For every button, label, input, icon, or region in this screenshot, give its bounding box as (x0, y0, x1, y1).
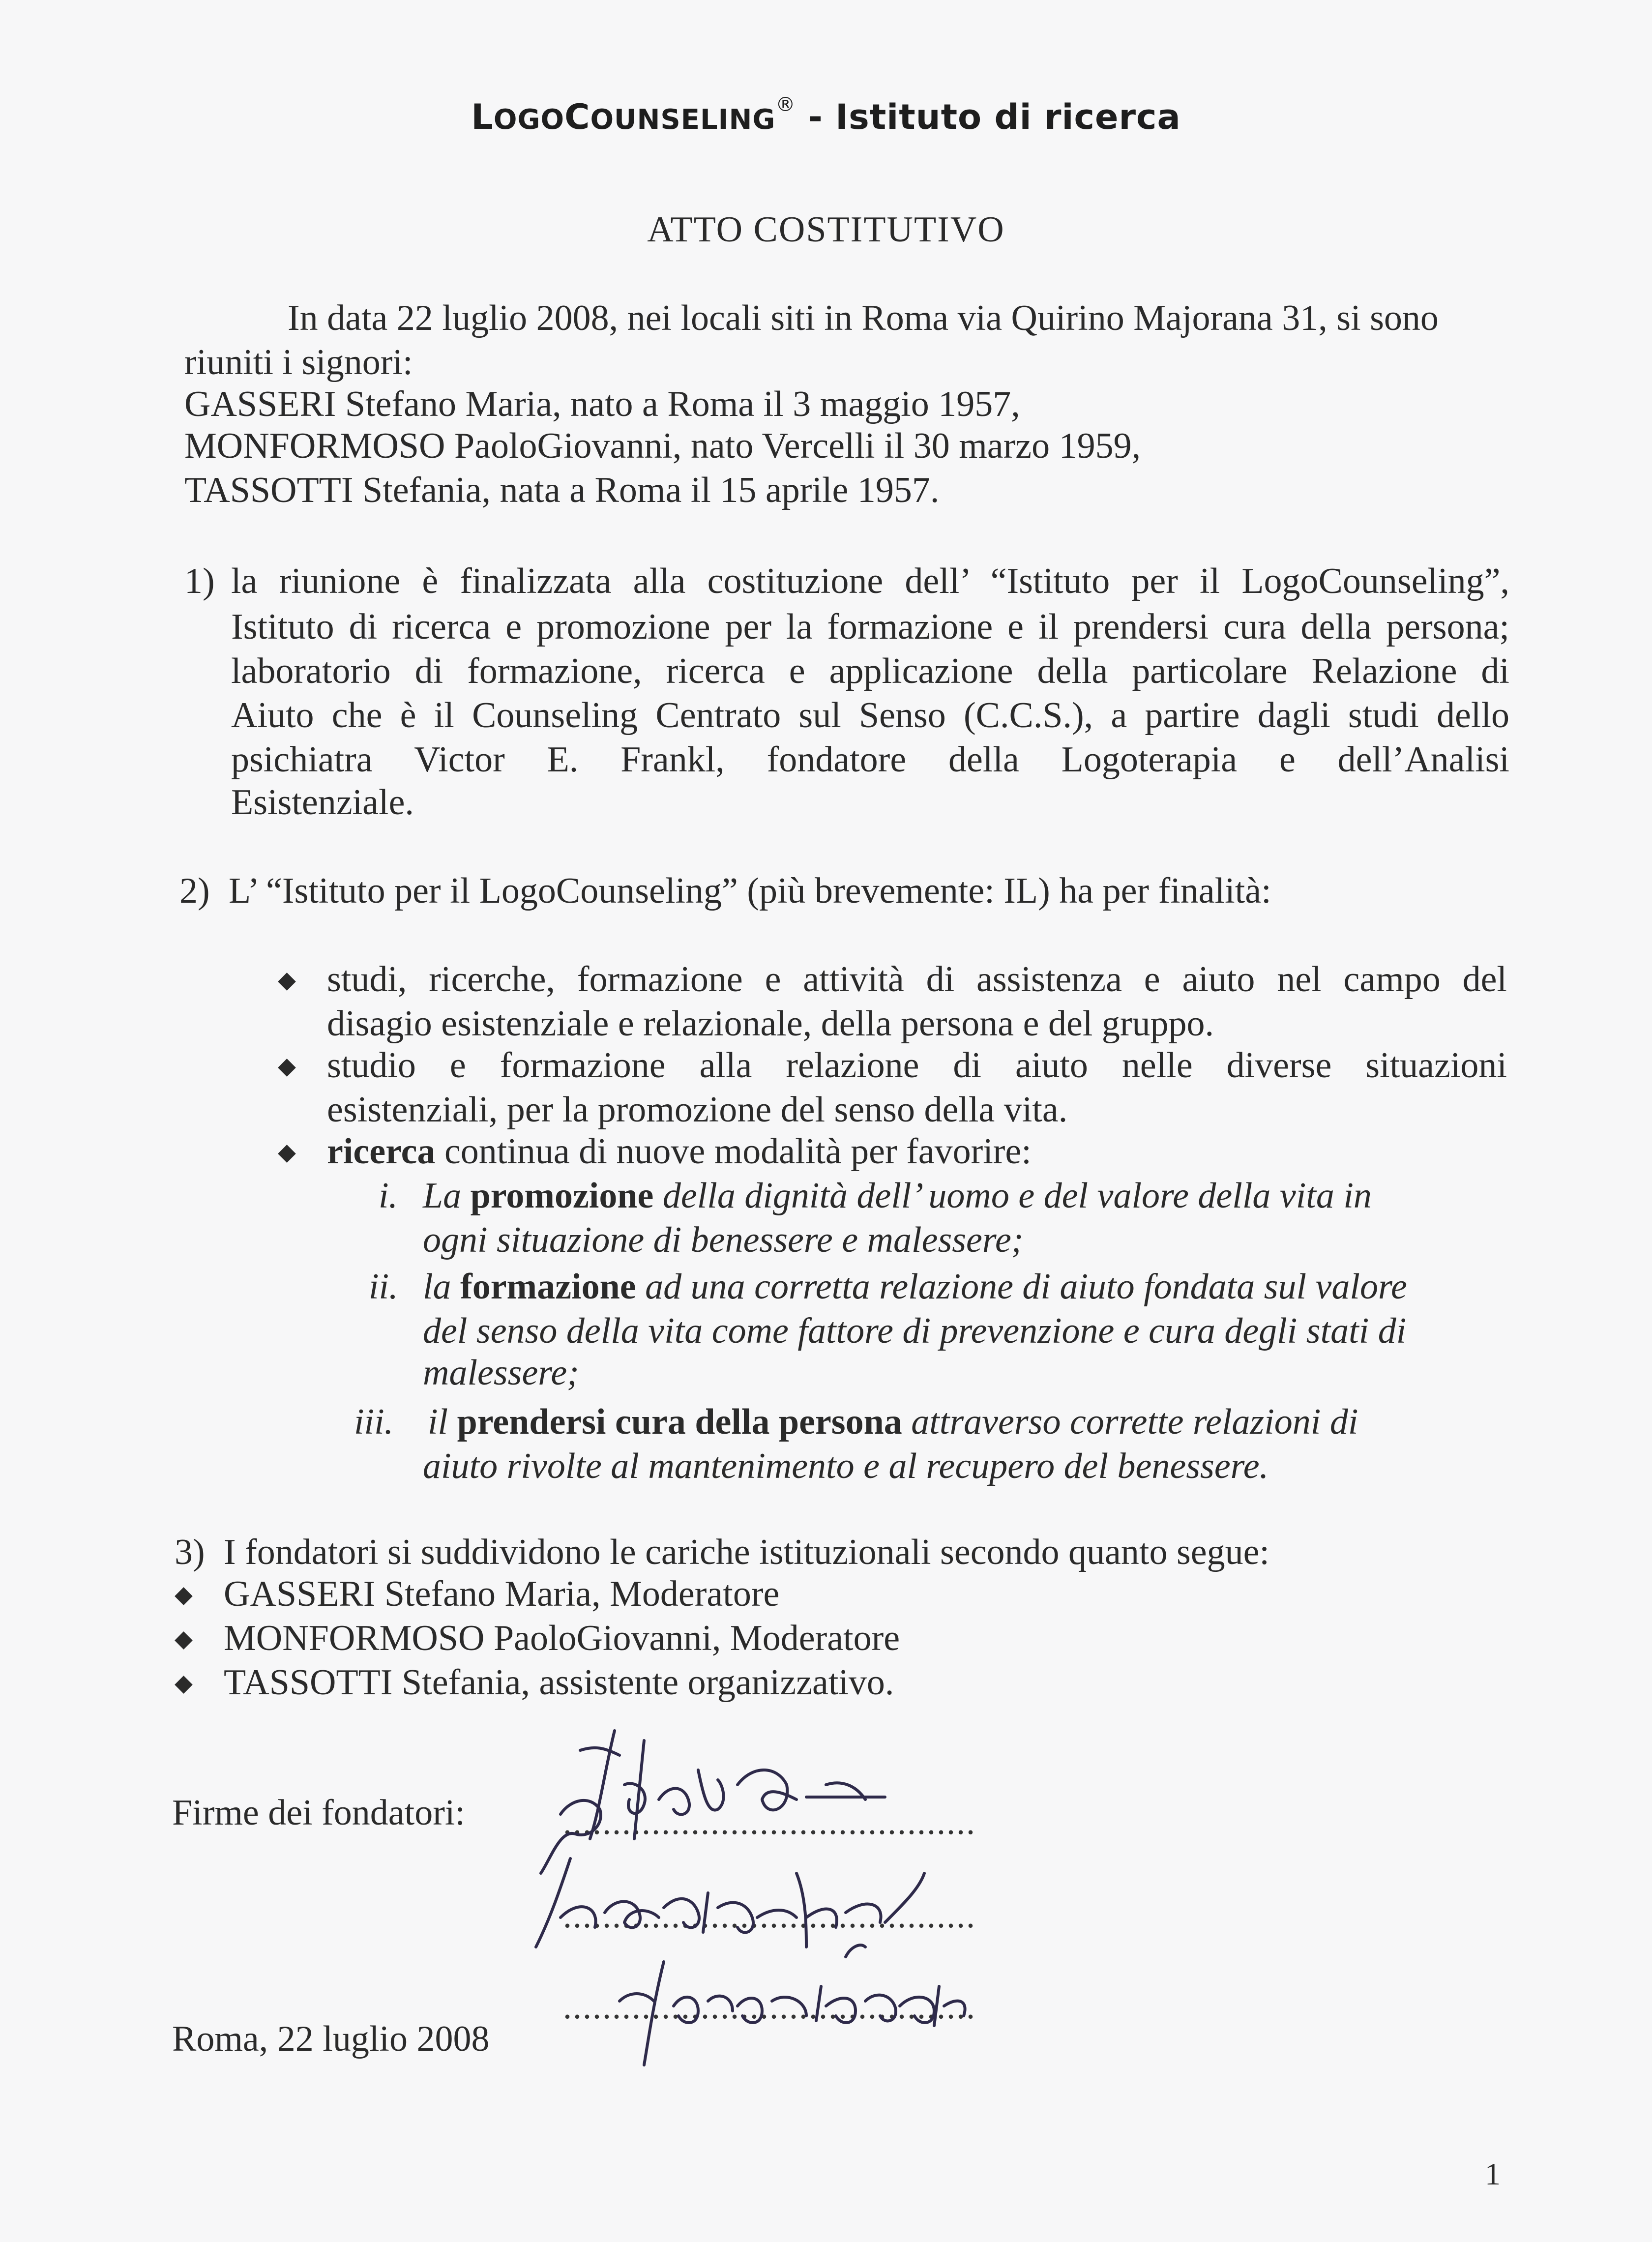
signature-dotted-line: .......................................... (563, 1987, 976, 2026)
sub-item-line: il prendersi cura della persona attraverso corrette relazioni di (428, 1402, 1358, 1442)
item1-line: Aiuto che è il Counseling Centrato sul Senso (C.C.S.), a partire dagli studi dello (231, 695, 1509, 736)
letterhead (0, 93, 1652, 137)
place-date: Roma, 22 luglio 2008 (172, 2019, 490, 2059)
brand-smallcaps-1: OGO (493, 104, 565, 136)
goal-line (327, 1133, 1032, 1170)
goal-line: esistenziali, per la promozione del senso della vita. (327, 1090, 1068, 1130)
sub-item-line: malessere; (423, 1353, 579, 1393)
document-title: ATTO COSTITUTIVO (647, 209, 1005, 250)
registered-mark: ® (775, 93, 796, 116)
role-line: MONFORMOSO PaoloGiovanni, Moderatore (224, 1618, 900, 1658)
brand-initial-c: C (564, 97, 590, 137)
goal-line: studio e formazione alla relazione di aiuto nelle diverse situazioni (327, 1045, 1507, 1086)
item-number: 2) (179, 871, 210, 911)
goal-bold: ricerca (327, 1131, 436, 1172)
item1-line: la riunione è finalizzata alla costituzione dell’ “Istituto per il LogoCounseling”, (231, 561, 1509, 601)
item1-line: laboratorio di formazione, ricerca e applicazione della particolare Relazione di (231, 651, 1509, 691)
brand-smallcaps-2: OUNSELING (590, 104, 776, 136)
sub-item-line: aiuto rivolte al mantenimento e al recupero del benessere. (423, 1446, 1269, 1486)
signature-dotted-line: .......................................... (563, 1802, 976, 1842)
sub-item-line: del senso della vita come fattore di prevenzione e cura degli stati di (423, 1311, 1407, 1351)
item1-line: Istituto di ricerca e promozione per la formazione e il prendersi cura della persona; (231, 607, 1509, 647)
bullet-diamond-icon: ◆ (175, 1626, 193, 1652)
goal-rest: continua di nuove modalità per favorire: (435, 1131, 1032, 1172)
item1-line: Esistenziale. (231, 782, 414, 823)
item2-text: L’ “Istituto per il LogoCounseling” (più brevemente: IL) ha per finalità: (229, 871, 1271, 911)
roman-numeral: i. (379, 1176, 398, 1216)
signatures-label: Firme dei fondatori: (172, 1793, 465, 1833)
intro-line-1: In data 22 luglio 2008, nei locali siti in Roma via Quirino Majorana 31, si sono (288, 298, 1439, 338)
sub-item-line: La promozione della dignità dell’ uomo e del valore della vita in (423, 1176, 1372, 1216)
founder-line: GASSERI Stefano Maria, nato a Roma il 3 maggio 1957, (184, 384, 1020, 424)
goal-line: disagio esistenziale e relazionale, della persona e del gruppo. (327, 1003, 1214, 1044)
sub-item-line: la formazione ad una corretta relazione di aiuto fondata sul valore (423, 1267, 1407, 1307)
role-line: TASSOTTI Stefania, assistente organizzativo. (224, 1662, 894, 1703)
sub-item-line: ogni situazione di benessere e malessere; (423, 1220, 1024, 1260)
header-separator: - (796, 97, 836, 137)
item1-line: psichiatra Victor E. Frankl, fondatore della Logoterapia e dell’Analisi (231, 739, 1509, 780)
page-number: 1 (1485, 2156, 1501, 2191)
item-number: 3) (175, 1532, 205, 1572)
item-number: 1) (184, 561, 215, 601)
founder-line: MONFORMOSO PaoloGiovanni, nato Vercelli il 30 marzo 1959, (184, 426, 1141, 466)
item3-text: I fondatori si suddividono le cariche istituzionali secondo quanto segue: (224, 1532, 1269, 1572)
roman-numeral: ii. (369, 1267, 398, 1307)
goal-line: studi, ricerche, formazione e attività di assistenza e aiuto nel campo del (327, 959, 1507, 1000)
founder-line: TASSOTTI Stefania, nata a Roma il 15 aprile 1957. (184, 470, 940, 510)
intro-line-2: riuniti i signori: (184, 342, 413, 383)
role-line: GASSERI Stefano Maria, Moderatore (224, 1574, 780, 1614)
bullet-diamond-icon: ◆ (278, 967, 296, 993)
brand-initial: L (471, 97, 494, 137)
bullet-diamond-icon: ◆ (175, 1582, 193, 1608)
roman-numeral: iii. (354, 1402, 394, 1442)
signature-dotted-line: .......................................... (563, 1896, 976, 1935)
bullet-diamond-icon: ◆ (175, 1670, 193, 1696)
handwritten-signatures (531, 1711, 1072, 2070)
bullet-diamond-icon: ◆ (278, 1053, 296, 1079)
header-subtitle: Istituto di ricerca (835, 97, 1181, 137)
bullet-diamond-icon: ◆ (278, 1139, 296, 1165)
